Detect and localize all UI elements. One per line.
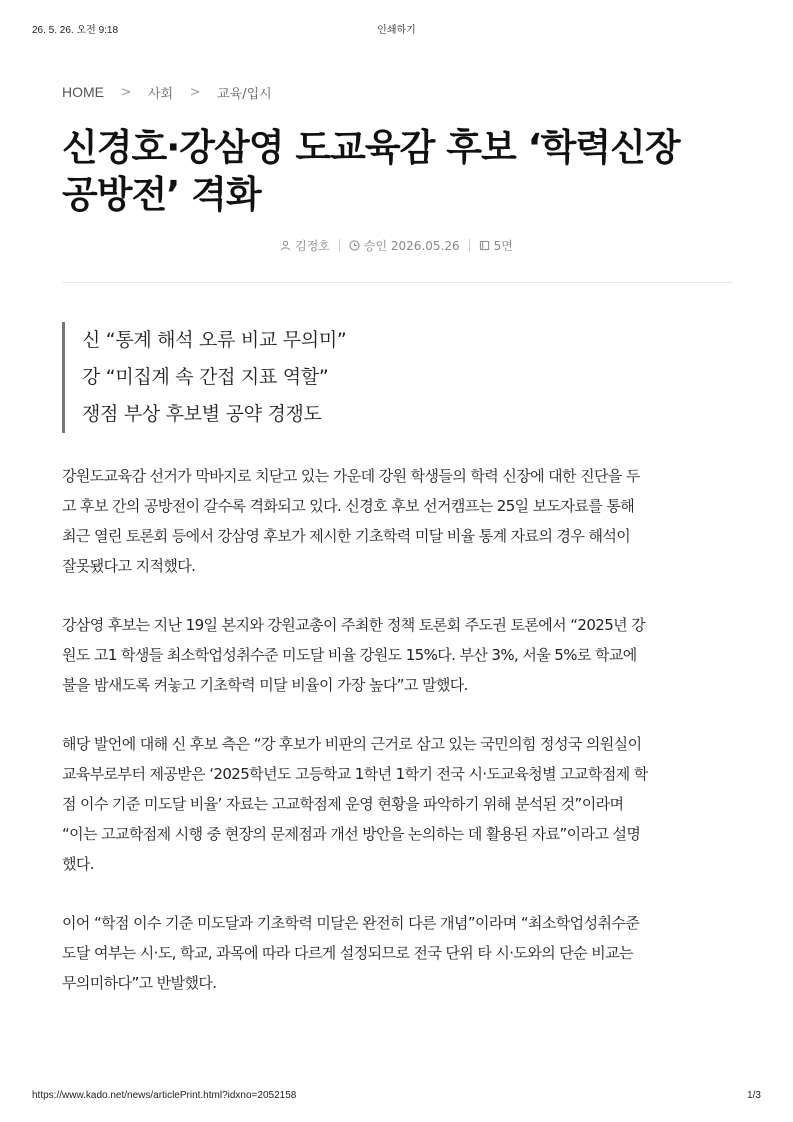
- article-title: [62, 124, 742, 218]
- header-divider: [62, 282, 733, 283]
- newspaper-icon: [479, 240, 490, 251]
- paragraph-line: 강원도교육감 선거가 막바지로 치닫고 있는 가운데 강원 학생들의 학력 신장에 대한 진단을 두: [62, 467, 640, 485]
- paragraph-line: 불을 밤새도록 켜놓고 기초학력 미달 비율이 가장 높다”고 말했다.: [62, 676, 468, 694]
- breadcrumb-home[interactable]: HOME: [62, 84, 104, 100]
- paragraph-line: “이는 고교학점제 시행 중 현장의 문제점과 개선 방안을 논의하는 데 활용된 자료”이라고 설명: [62, 825, 641, 843]
- article-paragraph: [62, 610, 742, 700]
- article-paragraph: [62, 908, 742, 998]
- paragraph-line: 잘못됐다고 지적했다.: [62, 557, 196, 575]
- breadcrumb-subsection[interactable]: 교육/입시: [217, 86, 272, 102]
- paragraph-line: 도달 여부는 시·도, 학교, 과목에 따라 다르게 설정되므로 전국 단위 타 시·도와의 단순 비교는: [62, 944, 633, 962]
- author-info: [280, 237, 330, 254]
- article-subtitles: [62, 322, 682, 433]
- article-body: [62, 461, 742, 1027]
- article-title-line: 신경호·강삼영 도교육감 후보 ‘학력신장: [62, 126, 680, 169]
- approval-info: [349, 237, 460, 254]
- chevron-right-icon: >: [120, 84, 132, 100]
- subtitle-line: 신 “통계 해석 오류 비교 무의미”: [82, 329, 347, 351]
- paragraph-line: 강삼영 후보는 지난 19일 본지와 강원교총이 주최한 정책 토론회 주도권 토론에서 “2025년 강: [62, 616, 646, 634]
- print-url: https://www.kado.net/news/articlePrint.html?idxno=2052158: [32, 1090, 297, 1101]
- author-name: 김정호: [295, 239, 330, 253]
- breadcrumb: [62, 82, 272, 102]
- clock-icon: [349, 240, 360, 251]
- print-page-count: 1/3: [747, 1090, 761, 1101]
- person-icon: [280, 240, 291, 251]
- meta-divider: [339, 239, 340, 252]
- article-paragraph: [62, 461, 742, 581]
- paragraph-line: 최근 열린 토론회 등에서 강삼영 후보가 제시한 기초학력 미달 비율 통계 자료의 경우 해석이: [62, 527, 631, 545]
- approval-date: 승인 2026.05.26: [363, 239, 460, 253]
- article-meta: [0, 237, 793, 254]
- meta-divider: [469, 239, 470, 252]
- paragraph-line: 이어 “학점 이수 기준 미도달과 기초학력 미달은 완전히 다른 개념”이라며 “최소학업성취수준: [62, 914, 640, 932]
- print-title: 인쇄하기: [377, 25, 416, 36]
- article-title-line: 공방전’ 격화: [62, 173, 261, 216]
- subtitle-line: 쟁점 부상 후보별 공약 경쟁도: [82, 403, 322, 425]
- paragraph-line: 했다.: [62, 855, 94, 873]
- paragraph-line: 해당 발언에 대해 신 후보 측은 “강 후보가 비판의 근거로 삼고 있는 국민의힘 정성국 의원실이: [62, 735, 642, 753]
- paragraph-line: 점 이수 기준 미도달 비율’ 자료는 고교학점제 운영 현황을 파악하기 위해 분석된 것”이라며: [62, 795, 624, 813]
- paragraph-line: 원도 고1 학생들 최소학업성취수준 미도달 비율 강원도 15%다. 부산 3%, 서울 5%로 학교에: [62, 646, 637, 664]
- paragraph-line: 교육부로부터 제공받은 ‘2025학년도 고등학교 1학년 1학기 전국 시·도교육청별 고교학점제 학: [62, 765, 648, 783]
- page-info: [479, 237, 513, 254]
- breadcrumb-section[interactable]: 사회: [148, 86, 174, 102]
- print-header: [0, 21, 793, 35]
- print-footer: [0, 1090, 793, 1104]
- print-datetime: 26. 5. 26. 오전 9:18: [32, 25, 119, 36]
- page-number: 5면: [493, 239, 513, 253]
- subtitle-line: 강 “미집계 속 간접 지표 역할”: [82, 366, 329, 388]
- paragraph-line: 고 후보 간의 공방전이 갈수록 격화되고 있다. 신경호 후보 선거캠프는 25일 보도자료를 통해: [62, 497, 635, 515]
- chevron-right-icon: >: [189, 84, 201, 100]
- paragraph-line: 무의미하다”고 반발했다.: [62, 974, 217, 992]
- article-paragraph: [62, 729, 742, 879]
